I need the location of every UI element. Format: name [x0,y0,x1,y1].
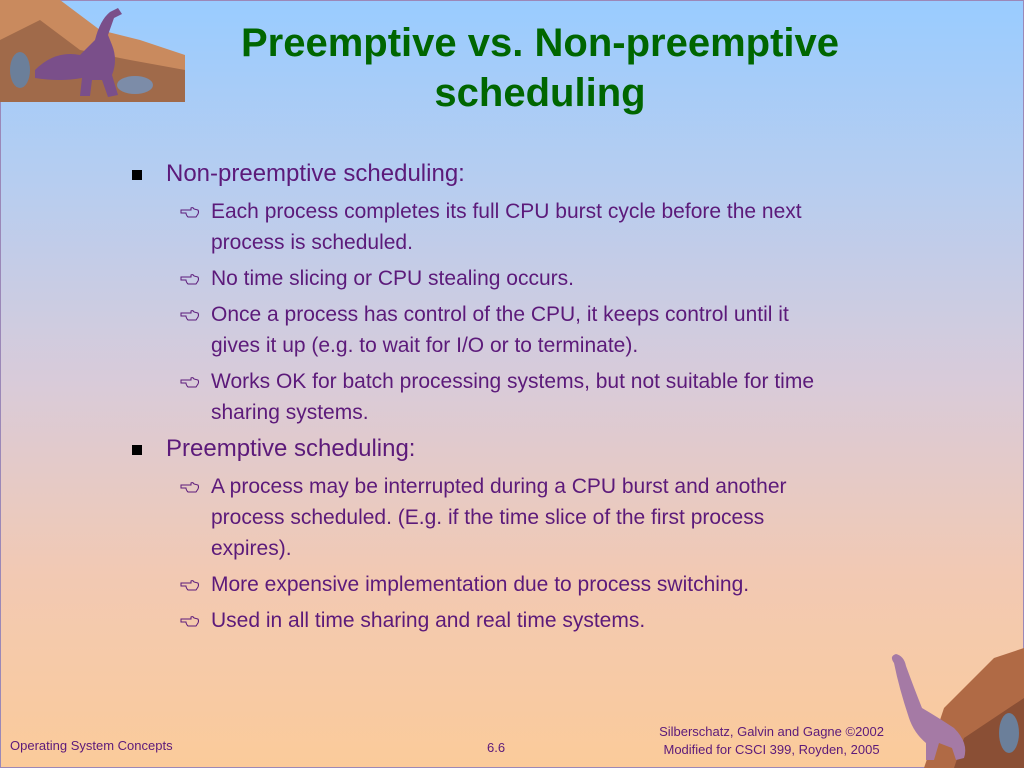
section-heading-non-preemptive [128,158,918,190]
list-item [128,299,821,361]
pointing-hand-icon [180,205,200,219]
dinosaur-illustration-bottom-right [884,648,1024,768]
footer-course-title: Operating System Concepts [10,738,173,753]
list-item [128,196,821,258]
footer-page-number: 6.6 [487,740,506,755]
list-item-text: Works OK for batch processing systems, but not suitable for time sharing systems. [211,370,815,424]
pointing-hand-icon [180,480,200,494]
square-bullet-icon [132,170,142,180]
list-item-text: More expensive implementation due to process switching. [211,573,750,596]
dinosaur-illustration-top-left [0,0,190,110]
list-item-text: Used in all time sharing and real time systems. [211,609,646,632]
pointing-hand-icon [180,375,200,389]
section-heading-text: Non-preemptive scheduling: [166,160,465,187]
pointing-hand-icon [180,272,200,286]
list-item [128,569,821,600]
list-item-text: No time slicing or CPU stealing occurs. [211,267,574,290]
list-item [128,263,821,294]
list-item [128,605,821,636]
slide-title: Preemptive vs. Non-preemptive scheduling [241,21,839,115]
list-item [128,471,821,564]
list-item-text: A process may be interrupted during a CPU burst and another process scheduled. (E.g. if the time slice of the first process expires). [211,475,787,560]
list-item-text: Each process completes its full CPU burst cycle before the next process is scheduled. [211,200,802,254]
section-heading-text: Preemptive scheduling: [166,435,416,462]
pointing-hand-icon [180,308,200,322]
square-bullet-icon [132,445,142,455]
pointing-hand-icon [180,578,200,592]
footer-credit-line-1: Silberschatz, Galvin and Gagne ©2002 [659,724,884,739]
section-heading-preemptive [128,433,918,465]
footer-credit-line-2: Modified for CSCI 399, Royden, 2005 [663,742,880,757]
footer-credits [659,723,884,759]
list-item [128,366,821,428]
slide-content [128,158,918,641]
list-item-text: Once a process has control of the CPU, it keeps control until it gives it up (e.g. to wait for I/O or to terminate). [211,303,789,357]
pointing-hand-icon [180,614,200,628]
